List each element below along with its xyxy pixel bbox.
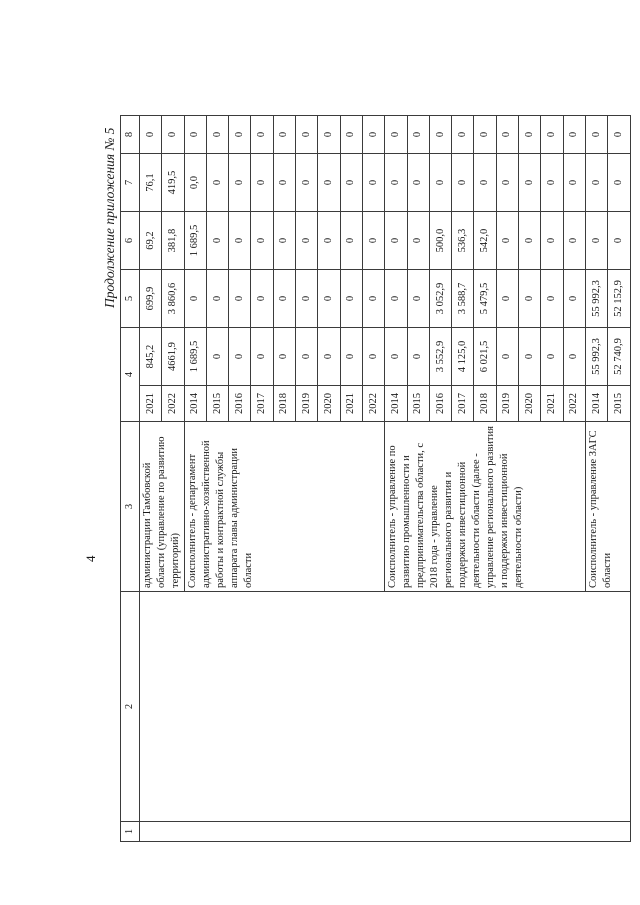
value-cell: 0	[519, 154, 541, 212]
header-cell: 1	[121, 822, 140, 842]
value-cell: 0	[496, 212, 518, 270]
value-cell: 0	[541, 116, 563, 154]
year-cell: 2019	[296, 386, 318, 422]
value-cell: 0	[608, 212, 630, 270]
value-cell: 3 860,6	[162, 270, 184, 328]
value-cell: 0	[229, 270, 251, 328]
col1-cell	[140, 822, 631, 842]
value-cell: 0	[318, 328, 340, 386]
value-cell: 0	[229, 116, 251, 154]
value-cell: 0	[563, 328, 585, 386]
value-cell: 0	[563, 154, 585, 212]
value-cell: 52 152,9	[608, 270, 630, 328]
value-cell: 0	[519, 212, 541, 270]
header-cell: 2	[121, 592, 140, 822]
value-cell: 0	[251, 328, 273, 386]
value-cell: 0	[496, 270, 518, 328]
executor-cell: Соисполнитель - департамент административно-хозяйственной работы и контрактной службы аппарата главы администрации области	[184, 422, 385, 592]
value-cell: 0	[273, 212, 295, 270]
col2-cell	[140, 592, 631, 822]
year-cell: 2016	[429, 386, 451, 422]
value-cell: 0	[429, 154, 451, 212]
value-cell: 1 689,5	[184, 328, 206, 386]
value-cell: 55 992,3	[585, 328, 607, 386]
year-cell: 2014	[385, 386, 407, 422]
value-cell: 0	[563, 270, 585, 328]
year-cell: 2021	[140, 386, 162, 422]
value-cell: 0	[541, 328, 563, 386]
executor-cell: Соисполнитель - управление по развитию промышленности и предпринимательства области, с 2018 года - управление регионального развития и поддержки инвестиционной деятельности области (далее - управление регионального развития и поддержки инвестиционной деятельности области)	[385, 422, 586, 592]
year-cell: 2020	[519, 386, 541, 422]
value-cell: 0	[541, 270, 563, 328]
value-cell: 0	[385, 328, 407, 386]
value-cell: 0	[407, 328, 429, 386]
value-cell: 0	[296, 328, 318, 386]
table-header-row	[121, 116, 140, 842]
year-cell: 2022	[362, 386, 384, 422]
value-cell: 0	[340, 116, 362, 154]
value-cell: 0	[273, 270, 295, 328]
value-cell: 0	[340, 328, 362, 386]
year-cell: 2015	[608, 386, 630, 422]
value-cell: 0	[474, 116, 496, 154]
value-cell: 536,3	[452, 212, 474, 270]
value-cell: 69,2	[140, 212, 162, 270]
year-cell: 2015	[206, 386, 228, 422]
year-cell: 2020	[318, 386, 340, 422]
header-cell: 7	[121, 154, 140, 212]
value-cell: 0	[452, 154, 474, 212]
value-cell: 0	[296, 270, 318, 328]
year-cell: 2022	[162, 386, 184, 422]
value-cell: 0	[407, 154, 429, 212]
value-cell: 0	[251, 154, 273, 212]
value-cell: 5 479,5	[474, 270, 496, 328]
executor-cell: администрации Тамбовской области (управление по развитию территорий)	[140, 422, 185, 592]
value-cell: 55 992,3	[585, 270, 607, 328]
value-cell: 0	[340, 154, 362, 212]
value-cell: 0	[519, 328, 541, 386]
value-cell: 699,9	[140, 270, 162, 328]
header-cell: 6	[121, 212, 140, 270]
appendix-continuation-title: Продолжение приложения № 5	[102, 127, 117, 308]
value-cell: 0	[162, 116, 184, 154]
value-cell: 0	[496, 154, 518, 212]
table-row	[140, 116, 162, 842]
value-cell: 0	[273, 328, 295, 386]
value-cell: 0	[585, 116, 607, 154]
value-cell: 0	[608, 154, 630, 212]
value-cell: 0	[496, 116, 518, 154]
value-cell: 0	[585, 154, 607, 212]
value-cell: 0	[519, 116, 541, 154]
value-cell: 0	[318, 116, 340, 154]
value-cell: 0	[496, 328, 518, 386]
value-cell: 0	[318, 270, 340, 328]
value-cell: 0	[385, 270, 407, 328]
year-cell: 2017	[452, 386, 474, 422]
value-cell: 6 021,5	[474, 328, 496, 386]
year-cell: 2018	[273, 386, 295, 422]
value-cell: 4661,9	[162, 328, 184, 386]
value-cell: 0	[229, 154, 251, 212]
value-cell: 500,0	[429, 212, 451, 270]
value-cell: 0	[318, 154, 340, 212]
value-cell: 1 689,5	[184, 212, 206, 270]
page-number: 4	[83, 555, 98, 562]
value-cell: 0	[474, 154, 496, 212]
year-cell: 2021	[541, 386, 563, 422]
value-cell: 0	[429, 116, 451, 154]
value-cell: 0	[206, 328, 228, 386]
value-cell: 845,2	[140, 328, 162, 386]
value-cell: 0	[340, 212, 362, 270]
value-cell: 0	[340, 270, 362, 328]
value-cell: 0	[563, 116, 585, 154]
year-cell: 2014	[585, 386, 607, 422]
value-cell: 0	[229, 212, 251, 270]
value-cell: 0	[251, 116, 273, 154]
rotated-content	[83, 72, 624, 856]
value-cell: 0,0	[184, 154, 206, 212]
year-cell: 2021	[340, 386, 362, 422]
value-cell: 76,1	[140, 154, 162, 212]
value-cell: 0	[385, 116, 407, 154]
value-cell: 0	[519, 270, 541, 328]
value-cell: 0	[206, 116, 228, 154]
value-cell: 4 125,0	[452, 328, 474, 386]
header-cell: 3	[121, 422, 140, 592]
value-cell: 3 588,7	[452, 270, 474, 328]
value-cell: 0	[273, 116, 295, 154]
year-cell: 2019	[496, 386, 518, 422]
budget-table	[120, 115, 631, 842]
value-cell: 381,8	[162, 212, 184, 270]
year-cell: 2017	[251, 386, 273, 422]
value-cell: 0	[407, 270, 429, 328]
year-cell: 2016	[229, 386, 251, 422]
value-cell: 0	[541, 154, 563, 212]
year-cell: 2014	[184, 386, 206, 422]
value-cell: 0	[407, 116, 429, 154]
value-cell: 0	[206, 270, 228, 328]
value-cell: 0	[206, 212, 228, 270]
value-cell: 0	[362, 212, 384, 270]
value-cell: 52 740,9	[608, 328, 630, 386]
value-cell: 0	[296, 116, 318, 154]
value-cell: 0	[251, 270, 273, 328]
value-cell: 0	[362, 154, 384, 212]
value-cell: 0	[563, 212, 585, 270]
value-cell: 0	[251, 212, 273, 270]
header-cell: 5	[121, 270, 140, 328]
value-cell: 0	[541, 212, 563, 270]
rotated-sheet	[83, 72, 624, 856]
value-cell: 0	[318, 212, 340, 270]
header-cell: 4	[121, 328, 140, 422]
value-cell: 0	[206, 154, 228, 212]
value-cell: 3 552,9	[429, 328, 451, 386]
year-cell: 2015	[407, 386, 429, 422]
value-cell: 419,5	[162, 154, 184, 212]
value-cell: 0	[608, 116, 630, 154]
value-cell: 542,0	[474, 212, 496, 270]
value-cell: 0	[362, 328, 384, 386]
value-cell: 0	[229, 328, 251, 386]
year-cell: 2022	[563, 386, 585, 422]
value-cell: 0	[184, 270, 206, 328]
value-cell: 0	[140, 116, 162, 154]
value-cell: 3 052,9	[429, 270, 451, 328]
header-cell: 8	[121, 116, 140, 154]
value-cell: 0	[362, 270, 384, 328]
year-cell: 2018	[474, 386, 496, 422]
value-cell: 0	[452, 116, 474, 154]
value-cell: 0	[385, 212, 407, 270]
executor-cell: Соисполнитель - управление ЗАГС области	[585, 422, 630, 592]
value-cell: 0	[296, 154, 318, 212]
value-cell: 0	[407, 212, 429, 270]
value-cell: 0	[385, 154, 407, 212]
value-cell: 0	[184, 116, 206, 154]
value-cell: 0	[273, 154, 295, 212]
value-cell: 0	[585, 212, 607, 270]
value-cell: 0	[362, 116, 384, 154]
value-cell: 0	[296, 212, 318, 270]
